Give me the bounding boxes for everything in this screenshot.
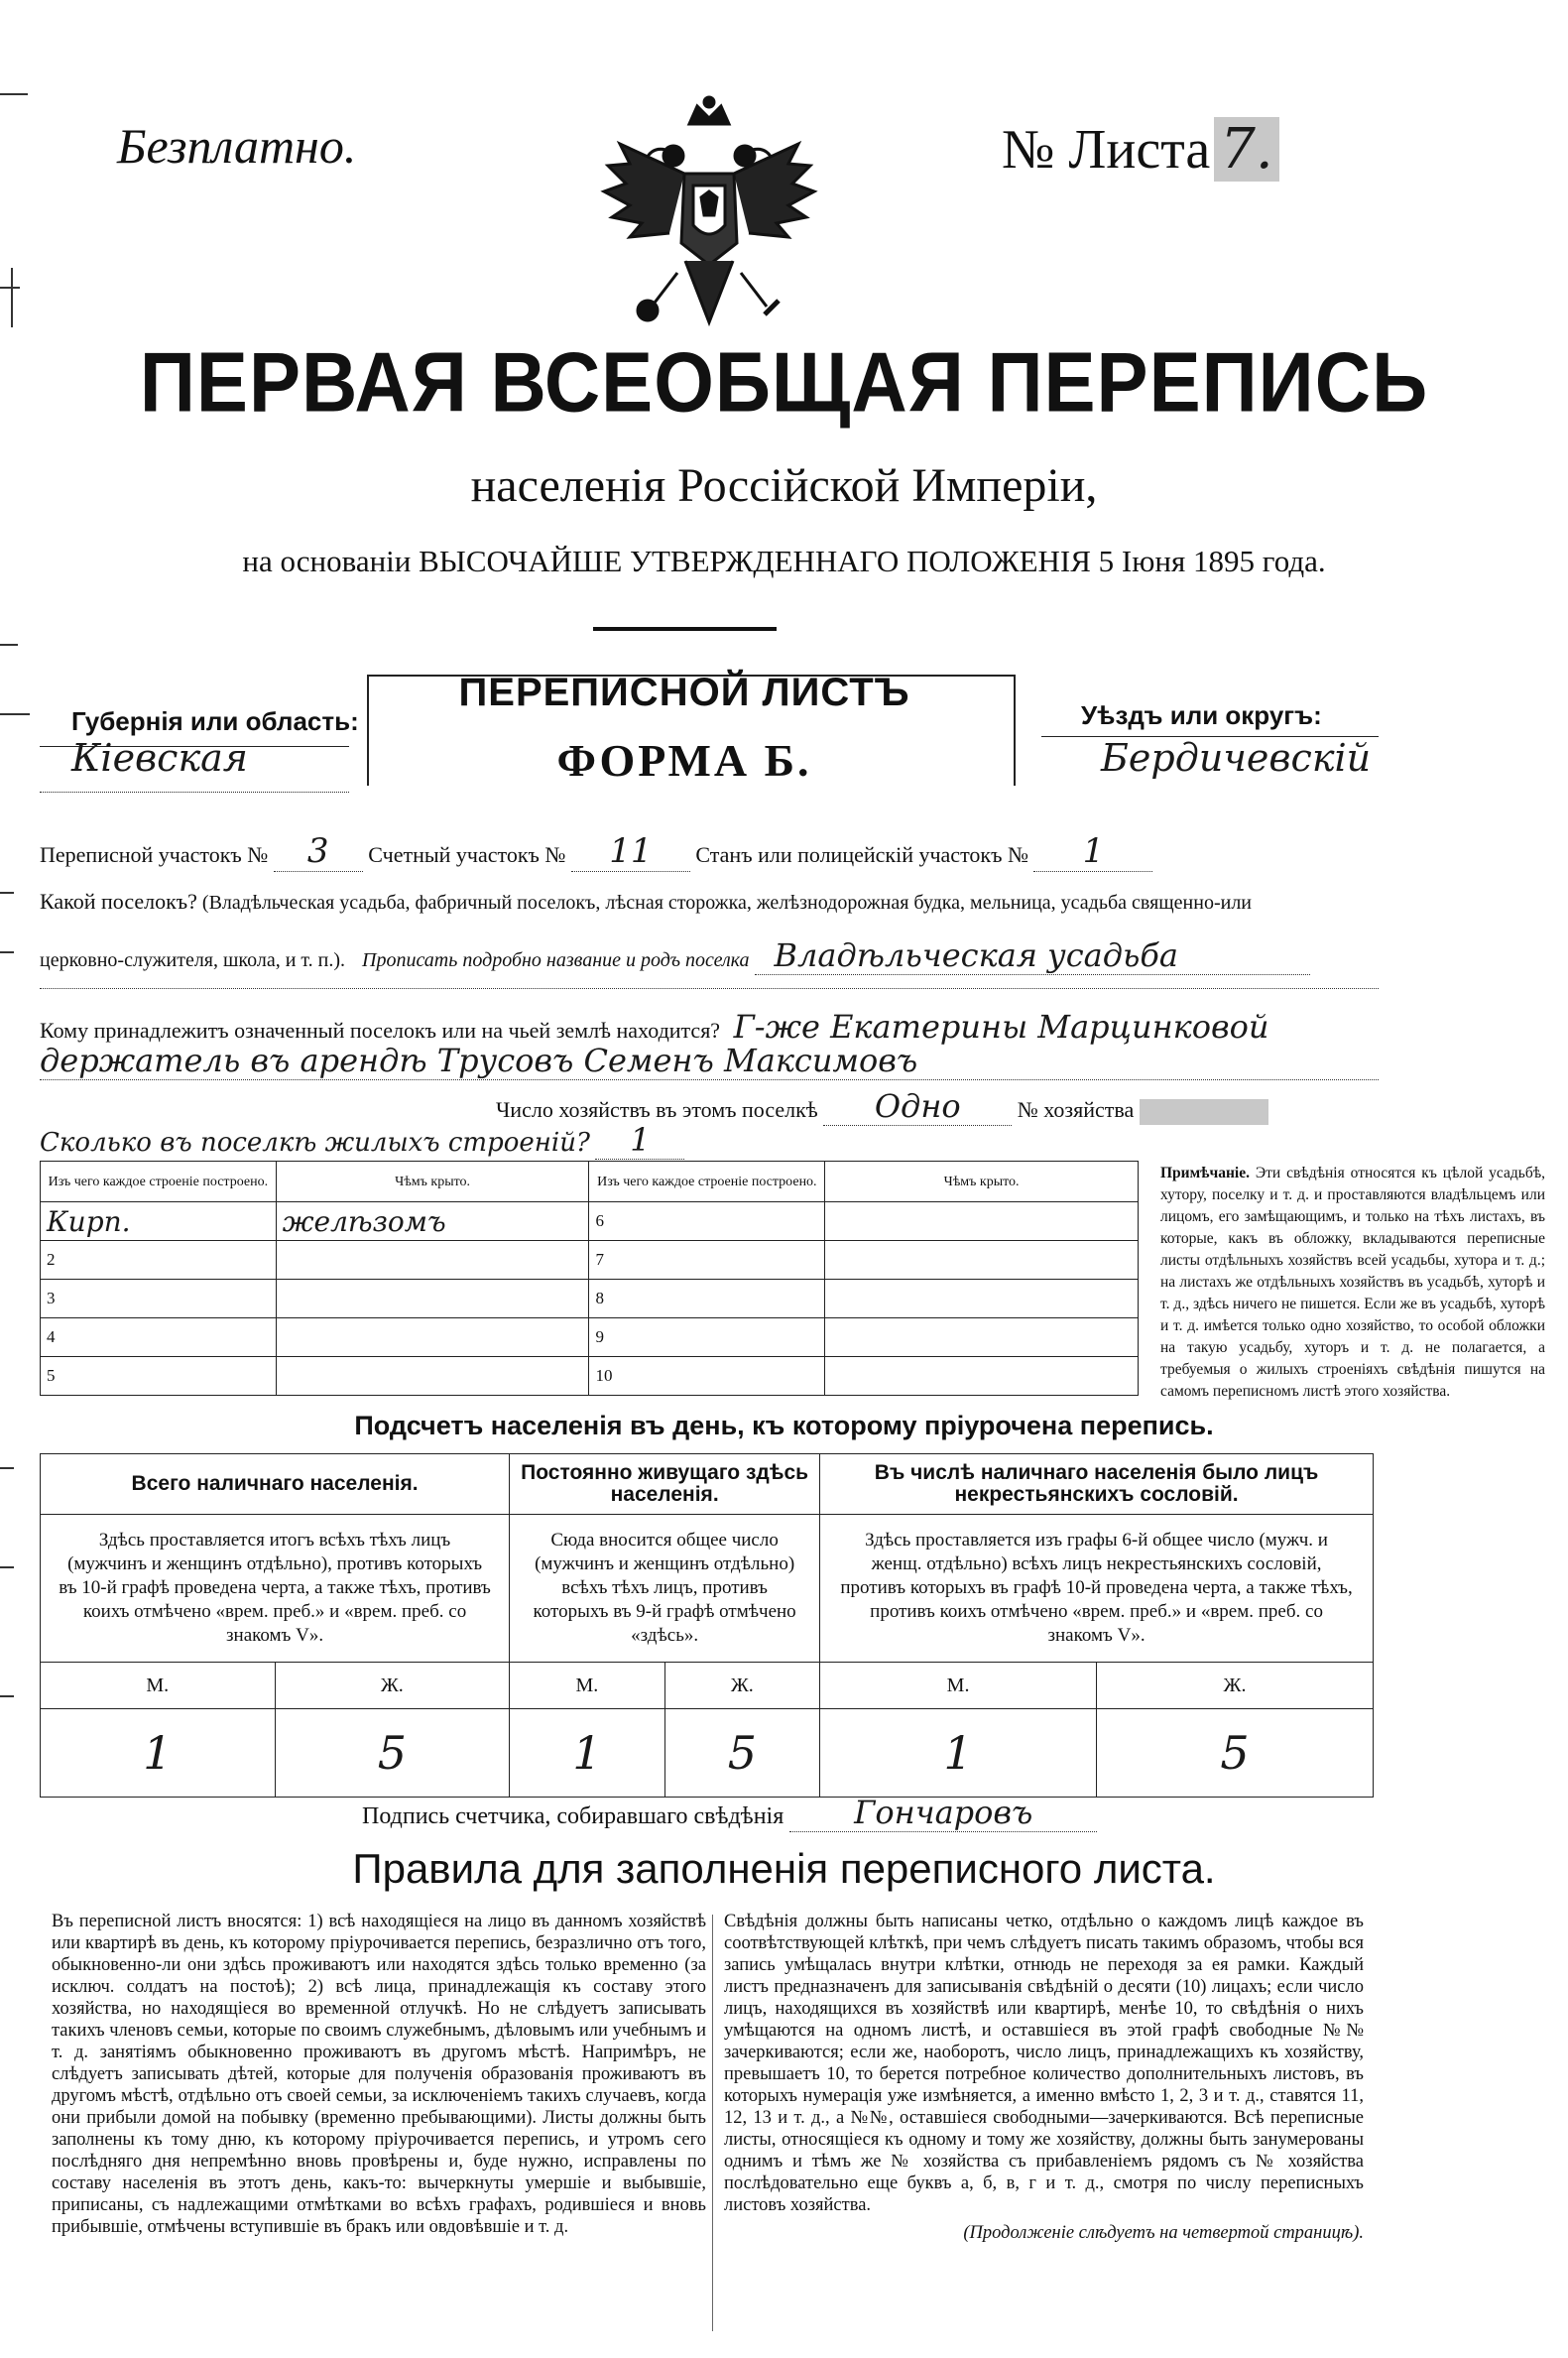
- table-row: [41, 1709, 1374, 1798]
- column-header-total: Всего наличнаго населенія.: [41, 1454, 510, 1515]
- rules-right-column: [724, 1911, 1364, 2244]
- count-district-label: Счетный участокъ №: [368, 842, 566, 867]
- settlement-instruction: Прописать подробно название и родъ поселка: [362, 949, 750, 971]
- legal-basis: на основаніи ВЫСОЧАЙШЕ УТВЕРЖДЕННАГО ПОЛОЖЕНІЯ 5 Іюня 1895 года.: [242, 544, 1326, 578]
- rules-left-column: Въ переписной листъ вносятся: 1) всѣ находящіеся на лицо въ данномъ хозяйствѣ или квартирѣ въ день, къ которому пріурочивается перепись, безразлично отъ того, обыкновенно-ли они здѣсь проживаютъ или находятся здѣсь только временно (за исключ. солдатъ на постоѣ); 2) всѣ лица, принадлежащія къ составу этого хозяйства, но находящіеся во временной отлучкѣ. Но не слѣдуетъ записывать такихъ членовъ семьи, которые по своимъ служебнымъ, дѣловымъ или учебнымъ и т. д. занятіямъ обыкновенно проживаютъ въ другомъ мѣстѣ. Напримѣръ, не слѣдуетъ записывать дѣтей, которые для полученія образованія проживаютъ въ другомъ мѣстѣ, отдѣльно отъ своей семьи, за исключеніемъ такихъ случаевъ, когда они прибыли домой на побывку (временно пребывающими). Листы должны быть заполнены къ тому дню, къ которому пріурочивается перепись, и утромъ сего послѣдняго дня непремѣнно вновь провѣрены и, буде нужно, исправлены по составу населенія въ этотъ день, какъ-то: вычеркнуты умершіе и выбывшіе, приписаны, съ надлежащими отмѣтками во всѣхъ графахъ, родившіеся и вновь прибывшіе, отмѣчены вступившіе въ бракъ или овдовѣвшіе и т. д.: [52, 1912, 706, 2237]
- row-number: 4: [41, 1318, 277, 1357]
- table-row: [41, 1280, 1139, 1318]
- roof-cell: желѣзомъ: [276, 1202, 589, 1241]
- uezd-value: Бердичевскій: [1101, 736, 1372, 780]
- male-label: М.: [510, 1663, 664, 1709]
- roof-cell: [825, 1241, 1139, 1280]
- row-number: 8: [589, 1280, 825, 1318]
- buildings-table: [40, 1161, 1139, 1396]
- female-label: Ж.: [275, 1663, 510, 1709]
- signature-value: Гончаровъ: [789, 1794, 1097, 1832]
- household-number-value: [1140, 1099, 1268, 1125]
- uezd-label: Уѣздъ или округъ:: [1081, 700, 1322, 730]
- population-table: [40, 1453, 1374, 1798]
- sheet-number-label: № Листа: [1002, 119, 1211, 181]
- sheet-number: [1002, 117, 1279, 182]
- divider: [40, 792, 349, 793]
- gubernia-label: Губернія или область:: [71, 706, 359, 736]
- table-row: [41, 1318, 1139, 1357]
- census-district-label: Переписной участокъ №: [40, 842, 269, 867]
- free-of-charge-label: Безплатно.: [117, 118, 357, 174]
- settlement-question: Какой поселокъ?: [40, 889, 197, 914]
- male-label: М.: [820, 1663, 1097, 1709]
- census-district-value: 3: [274, 831, 363, 872]
- note-label: Примѣчаніе.: [1160, 1165, 1250, 1181]
- column-header-permanent: Постоянно живущаго здѣсь населенія.: [510, 1454, 820, 1515]
- households-value: Одно: [823, 1087, 1012, 1126]
- stan-value: 1: [1033, 831, 1152, 872]
- table-row: [41, 1357, 1139, 1396]
- table-row: [41, 1663, 1374, 1709]
- table-header: [41, 1162, 1139, 1202]
- row-number: 9: [589, 1318, 825, 1357]
- page-subtitle: населенія Россійской Имперіи,: [470, 459, 1098, 512]
- stan-label: Станъ или полицейскій участокъ №: [695, 842, 1028, 867]
- column-header-roof: Чѣмъ крыто.: [825, 1162, 1139, 1202]
- buildings-count-label: Сколько въ поселкѣ жилыхъ строеній?: [40, 1128, 590, 1158]
- male-non-peasant-value: 1: [820, 1709, 1097, 1798]
- roof-cell: [276, 1241, 589, 1280]
- female-permanent-value: 5: [664, 1709, 820, 1798]
- count-district-value: 11: [571, 831, 690, 872]
- buildings-note: [1160, 1163, 1545, 1403]
- male-permanent-value: 1: [510, 1709, 664, 1798]
- table-row: [41, 1241, 1139, 1280]
- page-title: ПЕРВАЯ ВСЕОБЩАЯ ПЕРЕПИСЬ: [139, 333, 1429, 431]
- signature-label: Подпись счетчика, собиравшаго свѣдѣнія: [362, 1803, 784, 1829]
- table-row: [41, 1515, 1374, 1663]
- district-row: [40, 831, 1152, 872]
- divider: [712, 1915, 713, 2331]
- household-number-label: № хозяйства: [1017, 1097, 1135, 1122]
- owner-row: [40, 1008, 1269, 1046]
- row-number: 2: [41, 1241, 277, 1280]
- owner-value: Г-же Екатерины Марцинковой: [733, 1008, 1269, 1046]
- female-label: Ж.: [664, 1663, 820, 1709]
- double-headed-eagle-emblem: [590, 94, 828, 332]
- female-non-peasant-value: 5: [1097, 1709, 1374, 1798]
- note-text: Эти свѣдѣнія относятся къ цѣлой усадьбѣ, хутору, поселку и т. д. и проставляются владѣльцемъ или лицомъ, его замѣщающимъ, и только на тѣхъ листахъ, въ которые, какъ въ обложку, вкладываются переписные листы отдѣльныхъ хозяйствъ всей усадьбы, хутора и т. д.; на листахъ же отдѣльныхъ хозяйствъ въ усадьбѣ, хуторѣ и т. д., здѣсь ничего не пишется. Если же въ усадьбѣ, хуторѣ и т. д. имѣется только одно хозяйство, то особой обложки на такую усадьбу, хуторъ и т. д. не полагается, а требуемыя о жилыхъ строеніяхъ свѣдѣнія пишутся на самомъ переписномъ листѣ этого хозяйства.: [1160, 1165, 1546, 1400]
- roof-cell: [825, 1318, 1139, 1357]
- male-label: М.: [41, 1663, 276, 1709]
- row-number: 10: [589, 1357, 825, 1396]
- rules-continued-note: (Продолженіе слѣдуетъ на четвертой страницѣ).: [963, 2223, 1364, 2243]
- settlement-value: Владѣльческая усадьба: [755, 936, 1310, 975]
- roof-cell: [825, 1202, 1139, 1241]
- buildings-count-row: [40, 1121, 684, 1160]
- rules-title: Правила для заполненія переписного листа.: [352, 1845, 1216, 1892]
- households-label: Число хозяйствъ въ этомъ поселкѣ: [496, 1097, 818, 1122]
- male-total-value: 1: [41, 1709, 276, 1798]
- owner-label: Кому принадлежитъ означенный поселокъ или на чьей землѣ находится?: [40, 1018, 721, 1043]
- settlement-row-2: [40, 936, 1310, 975]
- roof-cell: [276, 1280, 589, 1318]
- rules-right-text: Свѣдѣнія должны быть написаны четко, отдѣльно о каждомъ лицѣ каждое въ соотвѣтствующей клѣткѣ, при чемъ слѣдуетъ писать такимъ образомъ, чтобы вся запись умѣщалась внутри клѣтки, отнюдь не переходя за ея рамки. Каждый листъ предназначенъ для записыванія свѣдѣній о десяти (10) лицахъ; если число лицъ, находящихся въ хозяйствѣ или квартирѣ, менѣе 10, то свѣдѣнія о нихъ умѣщаются на одномъ листѣ, и оставшіеся въ этой графѣ свободные №№ зачеркиваются; если же, наоборотъ, число лицъ, принадлежащихъ къ хозяйству, превышаетъ 10, то берется потребное количество дополнительныхъ листовъ, въ которыхъ нумерація уже измѣняется, а именно вмѣсто 1, 2, 3 и т. д., ставятся 11, 12, 13 и т. д., а №№, оставшіеся свободными—зачеркиваются. Всѣ переписные листы, относящіеся къ одному и тому же хозяйству, должны быть занумерованы однимъ и тѣмъ же № хозяйства съ прибавленіемъ рядомъ съ № хозяйства послѣдовательно еще буквъ а, б, в, г и т. д., смотря по числу переписныхъ листовъ хозяйства.: [724, 1912, 1364, 2215]
- settlement-row: [40, 889, 1252, 915]
- female-label: Ж.: [1097, 1663, 1374, 1709]
- divider: [40, 988, 1379, 989]
- description-non-peasant: Здѣсь проставляется изъ графы 6-й общее число (мужч. и женщ. отдѣльно) всѣхъ лицъ некрестьянскихъ сословій, противъ которыхъ въ графѣ 10-й проведена черта, а также тѣхъ, противъ коихъ отмѣчено «врем. преб.» и «врем. преб. со знакомъ V».: [820, 1515, 1374, 1663]
- roof-cell: [825, 1357, 1139, 1396]
- row-number: 3: [41, 1280, 277, 1318]
- column-header-roof: Чѣмъ крыто.: [276, 1162, 589, 1202]
- settlement-options-2: церковно-служителя, школа, и т. п.).: [40, 949, 345, 971]
- buildings-count-value: 1: [595, 1121, 684, 1160]
- sheet-number-value: 7.: [1214, 117, 1278, 182]
- description-total: Здѣсь проставляется итогъ всѣхъ тѣхъ лицъ (мужчинъ и женщинъ отдѣльно), противъ которыхъ въ 10-й графѣ проведена черта, а также тѣхъ, противъ коихъ отмѣчено «врем. преб.» и «врем. преб. со знакомъ V».: [41, 1515, 510, 1663]
- row-cell: Кирп.: [41, 1202, 277, 1241]
- sheet-title: ПЕРЕПИСНОЙ ЛИСТЪ: [458, 671, 910, 714]
- divider: [593, 627, 777, 631]
- row-number: 5: [41, 1357, 277, 1396]
- description-permanent: Сюда вносится общее число (мужчинъ и женщинъ отдѣльно) всѣхъ тѣхъ лицъ, противъ которыхъ въ 9-й графѣ отмѣчено «здѣсь».: [510, 1515, 820, 1663]
- form-name: ФОРМА Б.: [556, 735, 812, 786]
- divider: [1014, 675, 1016, 786]
- row-number: 7: [589, 1241, 825, 1280]
- female-total-value: 5: [275, 1709, 510, 1798]
- column-header-non-peasant: Въ числѣ наличнаго населенія было лицъ некрестьянскихъ сословій.: [820, 1454, 1374, 1515]
- roof-cell: [825, 1280, 1139, 1318]
- table-row: [41, 1202, 1139, 1241]
- enumerator-signature-row: [362, 1794, 1097, 1832]
- column-header-material: Изъ чего каждое строеніе построено.: [41, 1162, 277, 1202]
- roof-cell: [276, 1357, 589, 1396]
- owner-value-2: держатель въ арендѣ Трусовъ Семенъ Максимовъ: [40, 1042, 1379, 1080]
- row-number: 6: [589, 1202, 825, 1241]
- column-header-material: Изъ чего каждое строеніе построено.: [589, 1162, 825, 1202]
- population-title: Подсчетъ населенія въ день, къ которому пріурочена перепись.: [354, 1411, 1214, 1440]
- table-header: [41, 1454, 1374, 1515]
- gubernia-value: Кіевская: [71, 736, 248, 780]
- roof-cell: [276, 1318, 589, 1357]
- settlement-options: (Владѣльческая усадьба, фабричный поселокъ, лѣсная сторожка, желѣзнодорожная будка, мельница, усадьба священно-или: [201, 892, 1253, 914]
